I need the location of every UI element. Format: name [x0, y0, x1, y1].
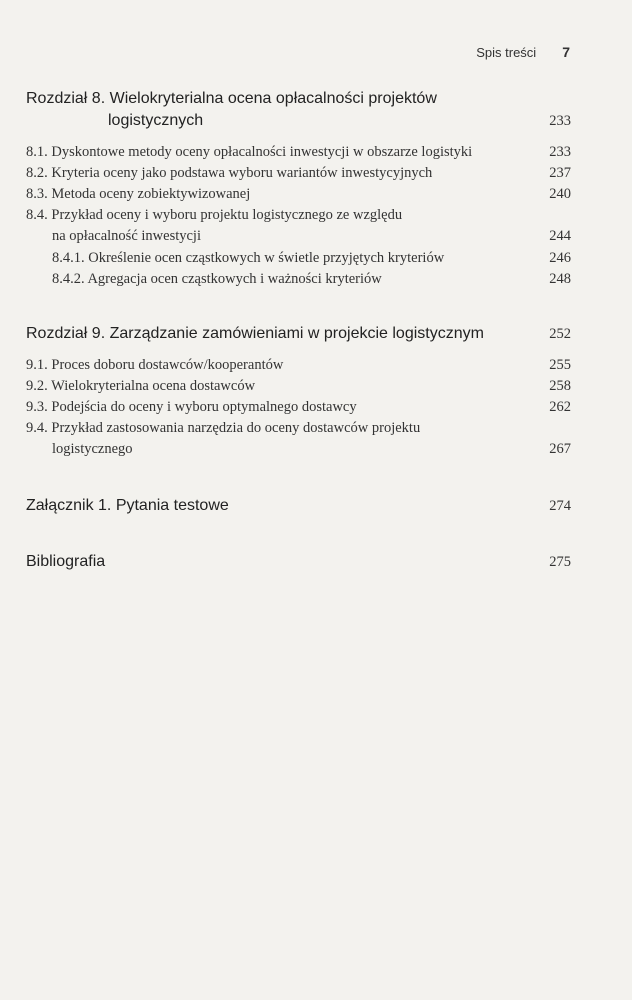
- toc-entry-page: 246: [549, 250, 571, 266]
- toc-entry-8-1: [26, 144, 571, 161]
- toc-entry-label: 8.1. Dyskontowe metody oceny opłacalności inwestycji w obszarze logistyki: [26, 144, 473, 160]
- toc-entry-label: 8.4. Przykład oceny i wyboru projektu logistycznego ze względu: [26, 207, 403, 223]
- toc-entry-8-4-2: [52, 271, 571, 288]
- toc-entry-page: 233: [549, 144, 571, 160]
- toc-entry-label: 9.2. Wielokryterialna ocena dostawców: [26, 378, 256, 394]
- toc-entry-page: 244: [549, 228, 571, 244]
- toc-entry-9-2: [26, 378, 571, 395]
- toc-entry-label: 9.3. Podejścia do oceny i wyboru optymalnego dostawcy: [26, 399, 357, 415]
- toc-entry-page: 267: [549, 441, 571, 457]
- toc-entry-page: 258: [549, 378, 571, 394]
- chapter-8-title-cont: [108, 112, 571, 130]
- toc-entry-page: 262: [549, 399, 571, 415]
- bibliography-entry: [26, 553, 571, 571]
- toc-entry-label: 8.4.1. Określenie ocen cząstkowych w świetle przyjętych kryteriów: [52, 250, 445, 266]
- running-head: [476, 44, 570, 60]
- chapter-9-title-text: Rozdział 9. Zarządzanie zamówieniami w projekcie logistycznym: [26, 325, 484, 342]
- chapter-8-title: [26, 90, 571, 108]
- toc-entry-label: 9.1. Proces doboru dostawców/kooperantów: [26, 357, 284, 373]
- toc-entry-8-4: [26, 207, 571, 224]
- toc-entry-9-3: [26, 399, 571, 416]
- toc-entry-page: 237: [549, 165, 571, 181]
- appendix-title: Załącznik 1. Pytania testowe: [26, 497, 229, 514]
- toc-entry-9-1: [26, 357, 571, 374]
- running-head-page-number: 7: [562, 44, 570, 60]
- toc-entry-label: 9.4. Przykład zastosowania narzędzia do oceny dostawców projektu: [26, 420, 421, 436]
- toc-entry-8-4-1: [52, 250, 571, 267]
- toc-entry-page: 248: [549, 271, 571, 287]
- toc-entry-label: 8.2. Kryteria oceny jako podstawa wyboru wariantów inwestycyjnych: [26, 165, 433, 181]
- toc-entry-9-4-cont: [52, 441, 571, 458]
- running-head-title: Spis treści: [476, 45, 537, 60]
- chapter-8-page: 233: [549, 113, 571, 129]
- toc-entry-page: 240: [549, 186, 571, 202]
- toc-entry-label: 8.3. Metoda oceny zobiektywizowanej: [26, 186, 251, 202]
- bibliography-title: Bibliografia: [26, 553, 106, 570]
- appendix-entry: [26, 497, 571, 515]
- chapter-8-title-line1: Rozdział 8. Wielokryterialna ocena opłacalności projektów: [26, 90, 437, 107]
- toc-entry-8-3: [26, 186, 571, 203]
- toc-entry-9-4: [26, 420, 571, 437]
- toc-entry-page: 255: [549, 357, 571, 373]
- chapter-8-title-line2: logistycznych: [108, 112, 204, 129]
- toc-entry-label: logistycznego: [52, 441, 133, 457]
- toc-entry-8-4-cont: [52, 228, 571, 245]
- bibliography-page: 275: [549, 554, 571, 570]
- toc-entry-8-2: [26, 165, 571, 182]
- chapter-9-title: [26, 325, 571, 343]
- toc-entry-label: 8.4.2. Agregacja ocen cząstkowych i ważności kryteriów: [52, 271, 382, 287]
- chapter-9-page: 252: [549, 326, 571, 342]
- appendix-page: 274: [549, 498, 571, 514]
- toc-entry-label: na opłacalność inwestycji: [52, 228, 201, 244]
